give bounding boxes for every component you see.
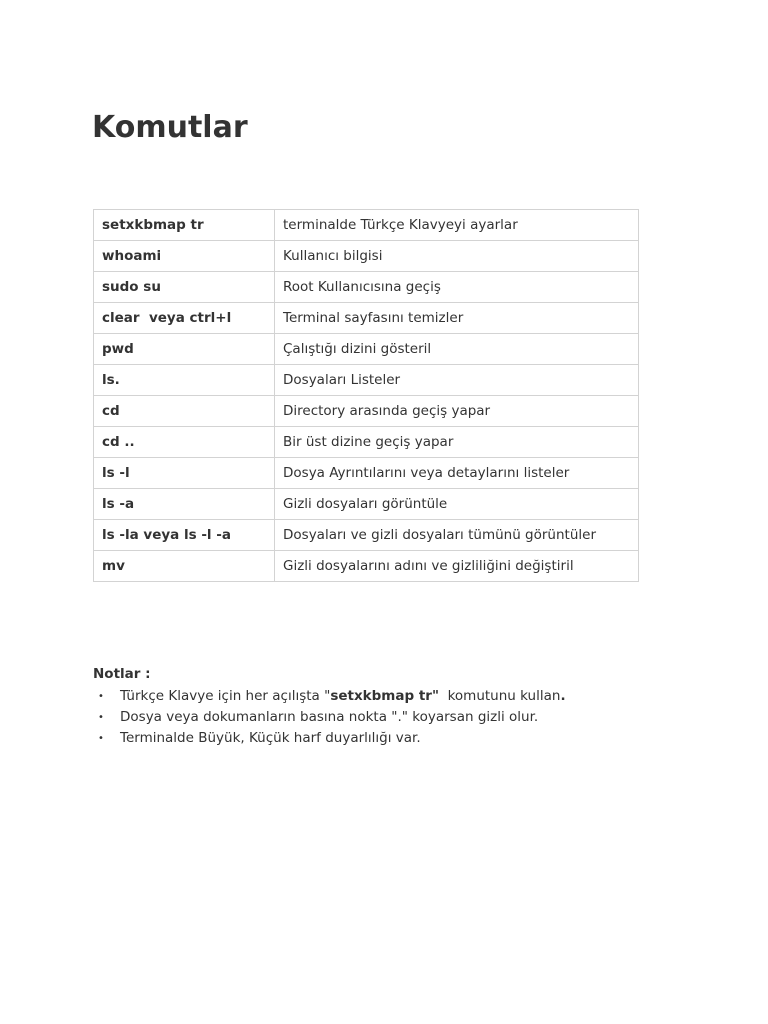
description-cell: Terminal sayfasını temizler (275, 303, 639, 334)
page-title: Komutlar (92, 110, 248, 145)
table-row (94, 458, 639, 489)
description-cell: Dosyaları ve gizli dosyaları tümünü görüntüler (275, 520, 639, 551)
description-cell: Bir üst dizine geçiş yapar (275, 427, 639, 458)
notes-list (93, 686, 693, 749)
table-row (94, 396, 639, 427)
table-row (94, 520, 639, 551)
commands-table (93, 209, 639, 582)
table-row (94, 241, 639, 272)
description-cell: Gizli dosyalarını adını ve gizliliğini değiştiril (275, 551, 639, 582)
table-row (94, 427, 639, 458)
command-cell: cd (94, 396, 275, 427)
note-text-prefix: Türkçe Klavye için her açılışta " (120, 688, 331, 704)
list-item (93, 728, 693, 749)
bullet-icon: • (98, 712, 104, 723)
description-cell: Çalıştığı dizini gösteril (275, 334, 639, 365)
command-cell: ls -l (94, 458, 275, 489)
table-row (94, 210, 639, 241)
description-cell: Gizli dosyaları görüntüle (275, 489, 639, 520)
command-cell: cd .. (94, 427, 275, 458)
command-cell: setxkbmap tr (94, 210, 275, 241)
note-text-end: . (560, 688, 566, 704)
table-row (94, 551, 639, 582)
command-cell: clear veya ctrl+l (94, 303, 275, 334)
description-cell: Kullanıcı bilgisi (275, 241, 639, 272)
list-item (93, 707, 693, 728)
note-text: Dosya veya dokumanların basına nokta "." koyarsan gizli olur. (120, 709, 539, 725)
table-row (94, 303, 639, 334)
bullet-icon: • (98, 691, 104, 702)
description-cell: Dosyaları Listeler (275, 365, 639, 396)
command-cell: pwd (94, 334, 275, 365)
command-cell: ls -la veya ls -l -a (94, 520, 275, 551)
description-cell: terminalde Türkçe Klavyeyi ayarlar (275, 210, 639, 241)
description-cell: Root Kullanıcısına geçiş (275, 272, 639, 303)
table-row (94, 334, 639, 365)
list-item (93, 686, 693, 707)
notes-section (93, 666, 693, 749)
note-text: Terminalde Büyük, Küçük harf duyarlılığı var. (120, 730, 421, 746)
notes-title: Notlar : (93, 666, 151, 682)
description-cell: Directory arasında geçiş yapar (275, 396, 639, 427)
command-cell: ls. (94, 365, 275, 396)
table-row (94, 365, 639, 396)
table-row (94, 489, 639, 520)
command-cell: mv (94, 551, 275, 582)
command-cell: ls -a (94, 489, 275, 520)
note-text-command: setxkbmap tr" (330, 688, 439, 704)
note-text-suffix: komutunu kullan (439, 688, 561, 704)
description-cell: Dosya Ayrıntılarını veya detaylarını listeler (275, 458, 639, 489)
bullet-icon: • (98, 733, 104, 744)
table-row (94, 272, 639, 303)
command-cell: whoami (94, 241, 275, 272)
command-cell: sudo su (94, 272, 275, 303)
